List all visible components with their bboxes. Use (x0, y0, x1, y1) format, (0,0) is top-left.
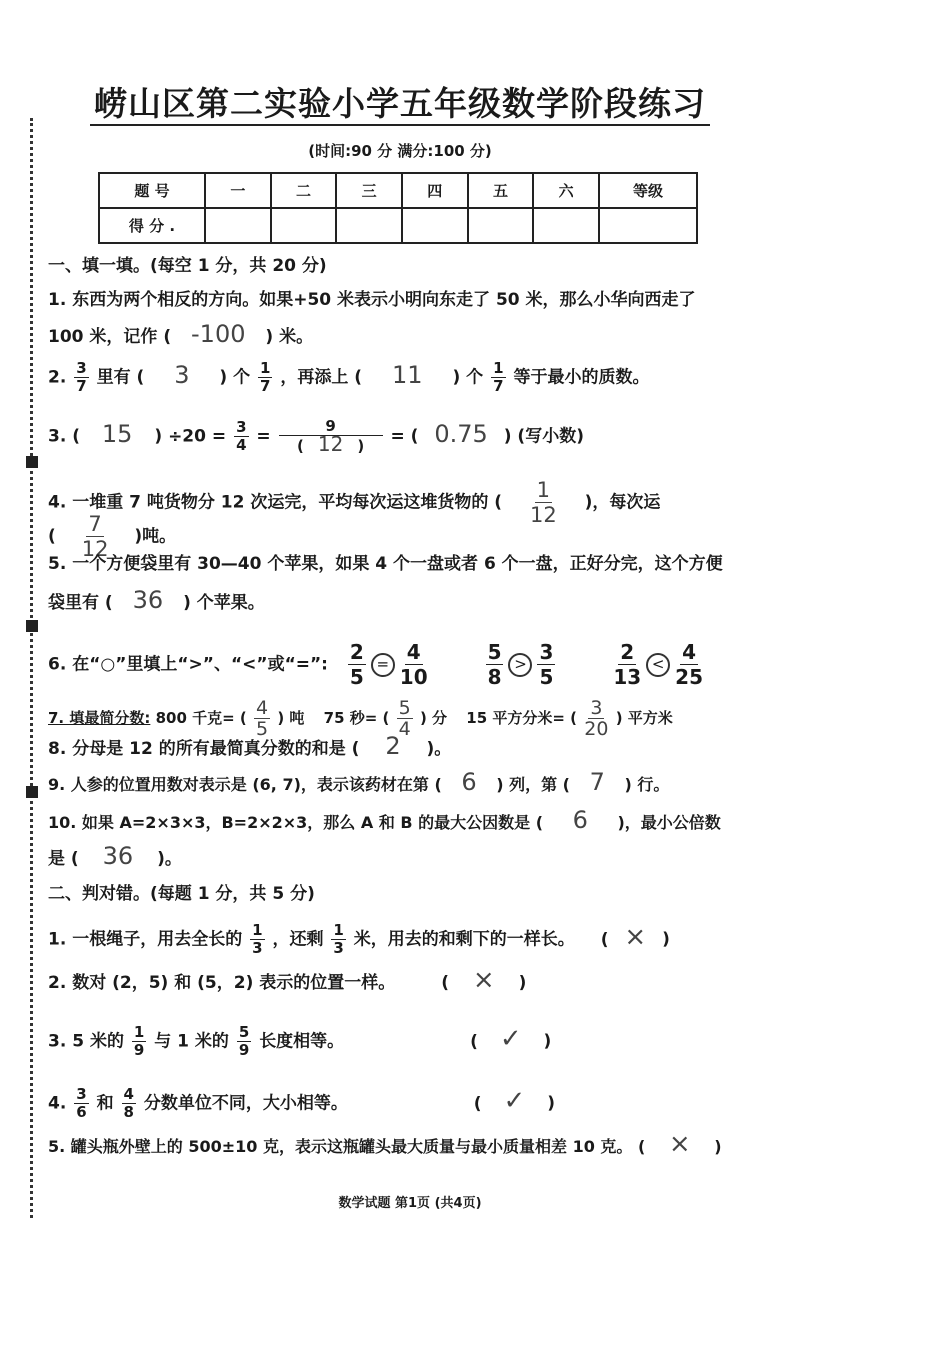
question-text: 9. 人参的位置用数对表示是 (6, 7)，表示该药材在第 ( (48, 775, 442, 794)
question-8 (48, 734, 451, 761)
comparison-pair (484, 640, 564, 689)
question-text: )吨。 (134, 526, 177, 547)
question-5-line-2 (48, 588, 265, 615)
score-cell (599, 208, 697, 243)
question-text: ，还剩 (272, 929, 324, 950)
question-text: ) 吨 (277, 709, 305, 727)
comparison-pair (346, 640, 436, 689)
fraction (537, 640, 555, 689)
fraction (122, 1086, 136, 1121)
denominator: 20 (584, 718, 609, 740)
question-text: 袋里有 ( (48, 593, 113, 613)
denominator: 5 (349, 665, 364, 689)
numerator: 3 (236, 418, 247, 436)
fraction (613, 640, 641, 689)
score-table-score-row (99, 208, 697, 243)
fraction (331, 922, 345, 957)
question-text: ) ÷20 = (154, 426, 227, 447)
denominator: 9 (238, 1041, 250, 1059)
paren: ) (518, 973, 527, 993)
paren: ( (473, 1093, 482, 1114)
denominator: 5 (256, 718, 269, 740)
question-10-line-2 (48, 844, 182, 871)
question-1-line-2 (48, 322, 313, 349)
comparison-circle: < (646, 653, 670, 677)
handwritten-answer: 2 (385, 732, 401, 760)
numerator: 9 (279, 418, 383, 436)
score-cell (402, 208, 468, 243)
handwritten-answer: 7 (589, 768, 605, 796)
fraction (348, 640, 366, 689)
handwritten-fraction (530, 478, 557, 527)
handwritten-answer: 36 (132, 586, 164, 614)
check-mark: ✓ (499, 1023, 522, 1054)
question-text: 2. 数对 (2，5) 和 (5，2) 表示的位置一样。 (48, 973, 396, 993)
binding-line (30, 118, 33, 1218)
question-text: 等于最小的质数。 (513, 367, 650, 388)
handwritten-answer: 12 (317, 432, 344, 456)
equals-sign: = (256, 426, 271, 447)
denominator: 5 (539, 665, 554, 689)
denominator: 6 (76, 1103, 87, 1121)
question-text: 3. ( (48, 426, 80, 447)
numerator: 4 (406, 640, 421, 664)
table-header-cell: 五 (468, 173, 534, 208)
handwritten-answer: -100 (191, 320, 246, 348)
score-cell (271, 208, 337, 243)
question-1-line-1: 1. 东西为两个相反的方向。如果+50 米表示小明向东走了 50 米，那么小华向西走了 (48, 290, 696, 310)
numerator: 2 (620, 640, 635, 664)
table-header-cell: 等级 (599, 173, 697, 208)
question-text: 5. 罐头瓶外壁上的 500±10 克，表示这瓶罐头最大质量与最小质量相差 10 克。 (48, 1137, 633, 1156)
denominator (297, 432, 365, 456)
question-text: )，每次运 (584, 492, 661, 513)
comparison-pair (611, 640, 705, 689)
paren: ) (543, 1031, 552, 1052)
question-text: ) 米。 (265, 327, 314, 347)
paren: ) (357, 437, 365, 455)
question-text: ，再添上 ( (280, 367, 363, 388)
question-6 (48, 640, 705, 689)
score-cell (205, 208, 271, 243)
fraction (74, 1086, 88, 1121)
question-text: ) (写小数) (503, 426, 584, 447)
numerator: 1 (493, 359, 504, 377)
numerator: 1 (133, 1023, 145, 1041)
question-text: ) 平方米 (615, 709, 673, 727)
fraction (279, 418, 383, 455)
question-text: )。 (157, 849, 182, 869)
question-text: 6. 在“○”里填上“>”、“<”或“=”: (48, 654, 328, 675)
fraction (400, 640, 428, 689)
score-cell (336, 208, 402, 243)
denominator: 25 (675, 665, 704, 689)
denominator: 3 (333, 939, 344, 957)
question-text: 7. 填最简分数: (48, 709, 151, 727)
question-text: ) 行。 (624, 775, 670, 794)
question-7 (48, 698, 673, 739)
judgment-2 (48, 965, 527, 995)
handwritten-answer: 6 (572, 806, 588, 834)
table-row-label: 得 分 . (99, 208, 205, 243)
question-text: 是 ( (48, 849, 79, 869)
question-text: ) 个苹果。 (183, 593, 265, 613)
numerator: 1 (260, 359, 271, 377)
numerator: 5 (487, 640, 502, 664)
page-title: 崂山区第二实验小学五年级数学阶段练习 (90, 84, 710, 126)
table-header-cell: 六 (533, 173, 599, 208)
question-text: 和 (96, 1093, 114, 1114)
question-text: 800 千克= ( (155, 709, 247, 727)
section-heading: 二、判对错。(每题 1 分，共 5 分) (48, 884, 315, 904)
denominator: 8 (123, 1103, 134, 1121)
denominator: 4 (236, 436, 247, 454)
denominator: 7 (76, 377, 87, 395)
numerator: 2 (349, 640, 364, 664)
question-text: 与 1 米的 (154, 1031, 229, 1052)
denominator: 9 (133, 1041, 145, 1059)
question-text: 75 秒= ( (323, 709, 390, 727)
question-text: ) 列，第 ( (496, 775, 570, 794)
comparison-circle: = (371, 653, 395, 677)
question-number: 4. (48, 1093, 67, 1114)
score-cell (533, 208, 599, 243)
binding-mark (26, 786, 38, 798)
table-header-cell: 四 (402, 173, 468, 208)
question-text: 米，用去的和剩下的一样长。 (353, 929, 575, 950)
table-header-cell: 三 (336, 173, 402, 208)
table-header-cell: 题 号 (99, 173, 205, 208)
denominator: 7 (493, 377, 504, 395)
question-text: = ( (390, 426, 419, 447)
numerator: 7 (88, 512, 102, 536)
numerator: 3 (76, 359, 87, 377)
numerator: 3 (76, 1085, 87, 1103)
handwritten-fraction (584, 698, 608, 739)
numerator: 3 (539, 640, 554, 664)
score-cell (468, 208, 534, 243)
question-10-line-1 (48, 808, 721, 835)
question-text: )，最小公倍数 (617, 813, 721, 832)
numerator: 4 (123, 1085, 134, 1103)
comparison-circle: > (508, 653, 532, 677)
question-text: 100 米，记作 ( (48, 327, 172, 347)
denominator: 10 (399, 665, 428, 689)
check-mark: ✓ (503, 1085, 526, 1116)
fraction (237, 1024, 251, 1059)
question-text: 长度相等。 (259, 1031, 345, 1052)
numerator: 1 (536, 478, 551, 502)
question-9 (48, 770, 669, 797)
fraction (491, 360, 505, 395)
paren: ( (441, 973, 449, 993)
paren: ) (662, 929, 670, 950)
question-text: 8. 分母是 12 的所有最简真分数的和是 ( (48, 739, 360, 759)
denominator: 12 (529, 503, 557, 527)
question-text: 1. 一根绳子，用去全长的 (48, 929, 243, 950)
judgment-4 (48, 1086, 555, 1121)
question-5-line-1: 5. 一个方便袋里有 30—40 个苹果，如果 4 个一盘或者 6 个一盘，正好分完，这个方便 (48, 554, 723, 574)
handwritten-answer: 6 (461, 768, 477, 796)
question-number: 2. (48, 367, 67, 388)
question-text: ) 个 (452, 367, 484, 388)
numerator: 4 (682, 640, 697, 664)
cross-mark: × (668, 1129, 691, 1159)
paren: ) (547, 1093, 555, 1114)
question-text: 里有 ( (96, 367, 145, 388)
table-header-cell: 一 (205, 173, 271, 208)
question-text: 3. 5 米的 (48, 1031, 124, 1052)
judgment-1 (48, 922, 670, 957)
binding-mark (26, 456, 38, 468)
question-text: )。 (426, 739, 452, 759)
paren: ) (714, 1137, 722, 1156)
numerator: 3 (590, 697, 603, 719)
fraction (132, 1024, 146, 1059)
question-text: 15 平方分米= ( (466, 709, 578, 727)
binding-mark (26, 620, 38, 632)
denominator: 13 (613, 665, 642, 689)
question-text: 10. 如果 A=2×3×3，B=2×2×3，那么 A 和 B 的最大公因数是 ( (48, 813, 544, 832)
exam-info: (时间:90 分 满分:100 分) (308, 142, 492, 160)
numerator: 4 (256, 697, 269, 719)
numerator: 1 (252, 921, 263, 939)
paren: ( (637, 1137, 646, 1156)
fraction (234, 419, 248, 454)
denominator: 8 (487, 665, 502, 689)
judgment-5 (48, 1129, 722, 1159)
fraction (74, 360, 88, 395)
question-text: ( (48, 526, 56, 547)
table-header-cell: 二 (271, 173, 337, 208)
numerator: 5 (238, 1023, 250, 1041)
question-text: 分数单位不同，大小相等。 (143, 1093, 348, 1114)
paren: ( (470, 1031, 478, 1052)
handwritten-answer: 3 (174, 360, 190, 389)
score-table-header-row (99, 173, 697, 208)
numerator: 1 (333, 921, 344, 939)
numerator: 5 (398, 697, 411, 719)
fraction (250, 922, 264, 957)
judgment-3 (48, 1024, 551, 1059)
handwritten-answer: 0.75 (434, 419, 488, 448)
paren: ( (297, 437, 304, 455)
score-table (98, 172, 698, 244)
denominator: 7 (260, 377, 271, 395)
handwritten-fraction (254, 698, 270, 739)
question-3 (48, 418, 584, 455)
denominator: 3 (252, 939, 263, 957)
question-2 (48, 360, 649, 395)
fraction (486, 640, 504, 689)
denominator: 4 (398, 718, 411, 740)
cross-mark: × (472, 965, 495, 995)
question-text: ) 分 (419, 709, 448, 727)
fraction (675, 640, 703, 689)
fraction (258, 360, 272, 395)
handwritten-answer: 11 (392, 360, 423, 389)
denominator: 12 (81, 537, 109, 561)
section-heading: 一、填一填。(每空 1 分，共 20 分) (48, 256, 327, 276)
question-text: 4. 一堆重 7 吨货物分 12 次运完，平均每次运这堆货物的 ( (48, 492, 503, 513)
cross-mark: × (624, 921, 647, 952)
paren: ( (600, 929, 609, 950)
handwritten-answer: 15 (101, 419, 133, 448)
question-text: ) 个 (219, 367, 251, 388)
handwritten-answer: 36 (102, 842, 134, 870)
page-footer: 数学试题 第1页 (共4页) (338, 1196, 482, 1211)
